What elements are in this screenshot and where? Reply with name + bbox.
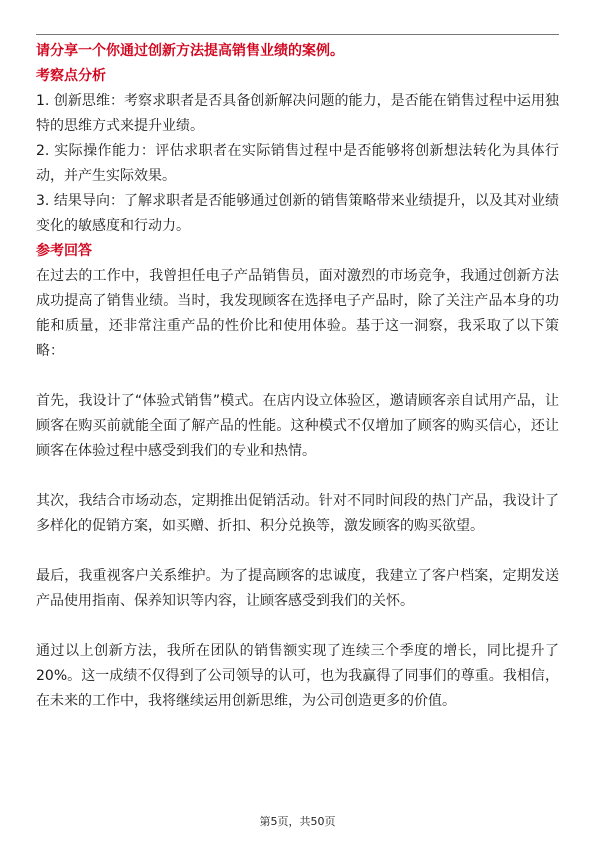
paragraph-gap [36,364,559,389]
analysis-heading: 考察点分析 [36,68,106,84]
answer-paragraph: 首先，我设计了“体验式销售”模式。在店内设立体验区，邀请顾客亲自试用产品，让顾客在购买前就能全面了解产品的性能。这种模式不仅增加了顾客的购买信心，还让顾客在体验过程中感受到我们的专业和热情。 [36,393,559,459]
analysis-point: 2. 实际操作能力：评估求职者在实际销售过程中是否能够将创新想法转化为具体行动，并产生实际效果。 [36,143,559,184]
answer-paragraph: 通过以上创新方法，我所在团队的销售额实现了连续三个季度的增长，同比提升了20%。这一成绩不仅得到了公司领导的认可，也为我赢得了同事们的尊重。我相信，在未来的工作中，我将继续运用创新思维，为公司创造更多的价值。 [36,643,559,709]
header-rule [36,34,559,35]
paragraph-gap [36,539,559,564]
page-number: 第5页，共50页 [259,815,336,828]
answer-heading: 参考回答 [36,243,92,259]
answer-paragraph: 其次，我结合市场动态，定期推出促销活动。针对不同时间段的热门产品，我设计了多样化的促销方案，如买赠、折扣、积分兑换等，激发顾客的购买欲望。 [36,493,559,534]
document-body [36,39,559,714]
analysis-point: 3. 结果导向：了解求职者是否能够通过创新的销售策略带来业绩提升，以及其对业绩变化的敏感度和行动力。 [36,193,559,234]
paragraph-gap [36,464,559,489]
answer-paragraph: 最后，我重视客户关系维护。为了提高顾客的忠诚度，我建立了客户档案，定期发送产品使用指南、保养知识等内容，让顾客感受到我们的关怀。 [36,568,559,609]
analysis-point: 1. 创新思维：考察求职者是否具备创新解决问题的能力，是否能在销售过程中运用独特的思维方式来提升业绩。 [36,93,559,134]
answer-paragraph: 在过去的工作中，我曾担任电子产品销售员，面对激烈的市场竞争，我通过创新方法成功提高了销售业绩。当时，我发现顾客在选择电子产品时，除了关注产品本身的功能和质量，还非常注重产品的性价比和使用体验。基于这一洞察，我采取了以下策略： [36,268,559,359]
paragraph-gap [36,614,559,639]
question-title: 请分享一个你通过创新方法提高销售业绩的案例。 [36,43,344,59]
